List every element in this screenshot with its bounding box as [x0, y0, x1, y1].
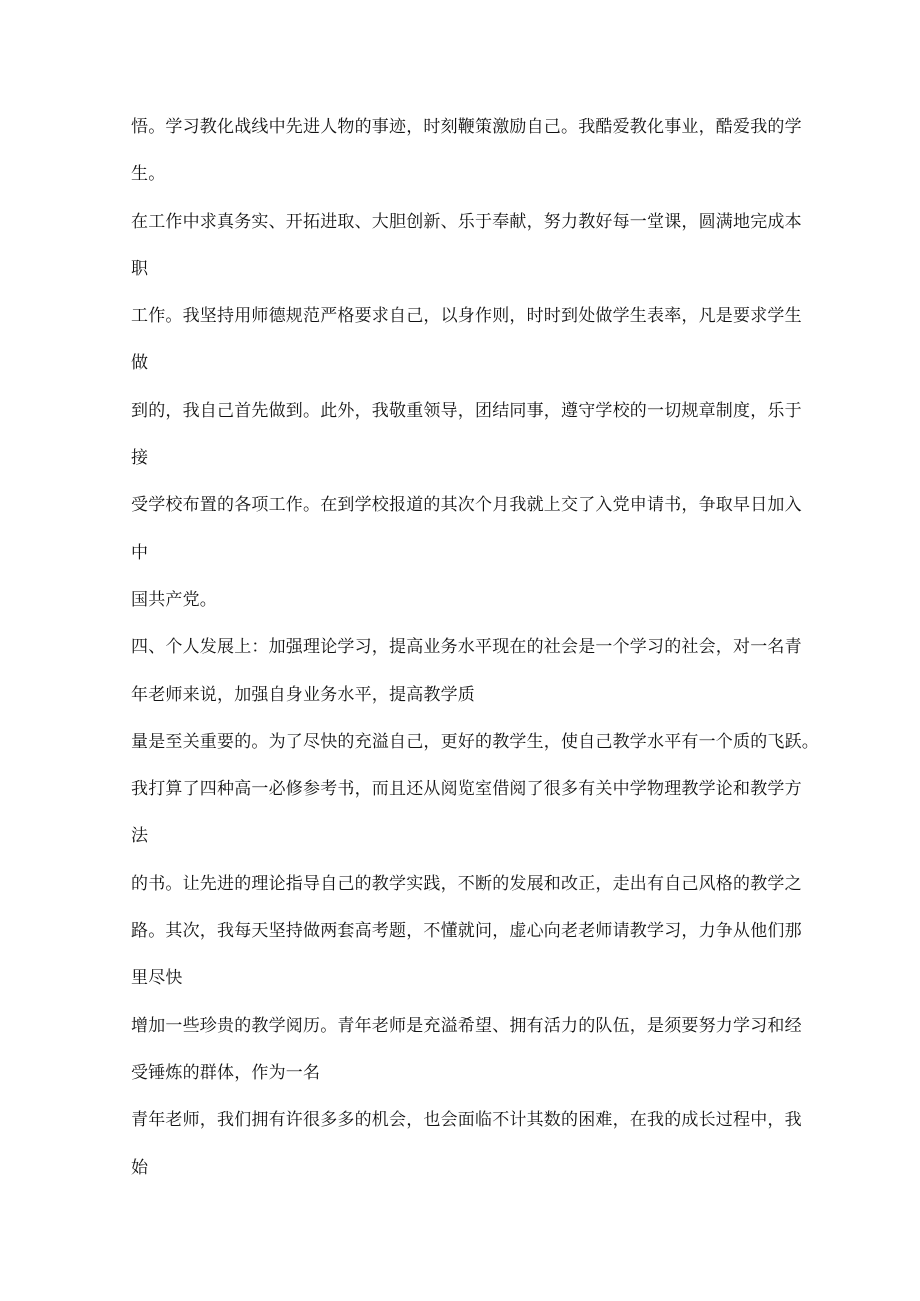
text-line-9: 受学校布置的各项工作。在到学校报道的其次个月我就上交了入党申请书，争取早日加入 [131, 495, 802, 516]
text-line-14: 量是至关重要的。为了尽快的充溢自己，更好的教学生，使自己教学水平有一个质的飞跃。 [131, 731, 819, 752]
text-line-2: 生。 [131, 164, 166, 185]
text-line-17: 的书。让先进的理论指导自己的教学实践，不断的发展和改正，走出有自己风格的教学之 [131, 873, 802, 894]
text-line-15: 我打算了四种高一必修参考书，而且还从阅览室借阅了很多有关中学物理教学论和教学方 [131, 779, 802, 800]
text-line-16: 法 [131, 826, 149, 847]
text-line-12: 四、个人发展上：加强理论学习，提高业务水平现在的社会是一个学习的社会，对一名青 [131, 637, 802, 658]
text-line-1: 悟。学习教化战线中先进人物的事迹，时刻鞭策激励自己。我酷爱教化事业，酷爱我的学 [131, 117, 802, 137]
text-line-6: 做 [131, 353, 149, 374]
text-line-19: 里尽快 [131, 968, 183, 989]
text-line-13: 年老师来说，加强自身业务水平，提高教学质 [131, 684, 475, 705]
text-line-18: 路。其次，我每天坚持做两套高考题，不懂就问，虚心向老老师请教学习，力争从他们那 [131, 921, 802, 942]
text-line-7: 到的，我自己首先做到。此外，我敬重领导，团结同事，遵守学校的一切规章制度，乐于 [131, 400, 802, 421]
text-line-11: 国共产党。 [131, 589, 217, 610]
document-body [131, 112, 819, 1200]
text-line-8: 接 [131, 448, 149, 469]
text-line-22: 青年老师，我们拥有许很多多的机会，也会面临不计其数的困难，在我的成长过程中，我 [131, 1110, 802, 1131]
text-line-23: 始 [131, 1157, 149, 1178]
text-line-10: 中 [131, 542, 149, 563]
text-line-4: 职 [131, 258, 149, 279]
text-line-5: 工作。我坚持用师德规范严格要求自己，以身作则，时时到处做学生表率，凡是要求学生 [131, 306, 802, 327]
text-line-20: 增加一些珍贵的教学阅历。青年老师是充溢希望、拥有活力的队伍，是须要努力学习和经 [131, 1015, 802, 1036]
text-line-21: 受锤炼的群体，作为一名 [131, 1062, 321, 1083]
text-line-3: 在工作中求真务实、开拓进取、大胆创新、乐于奉献，努力教好每一堂课，圆满地完成本 [131, 211, 802, 232]
